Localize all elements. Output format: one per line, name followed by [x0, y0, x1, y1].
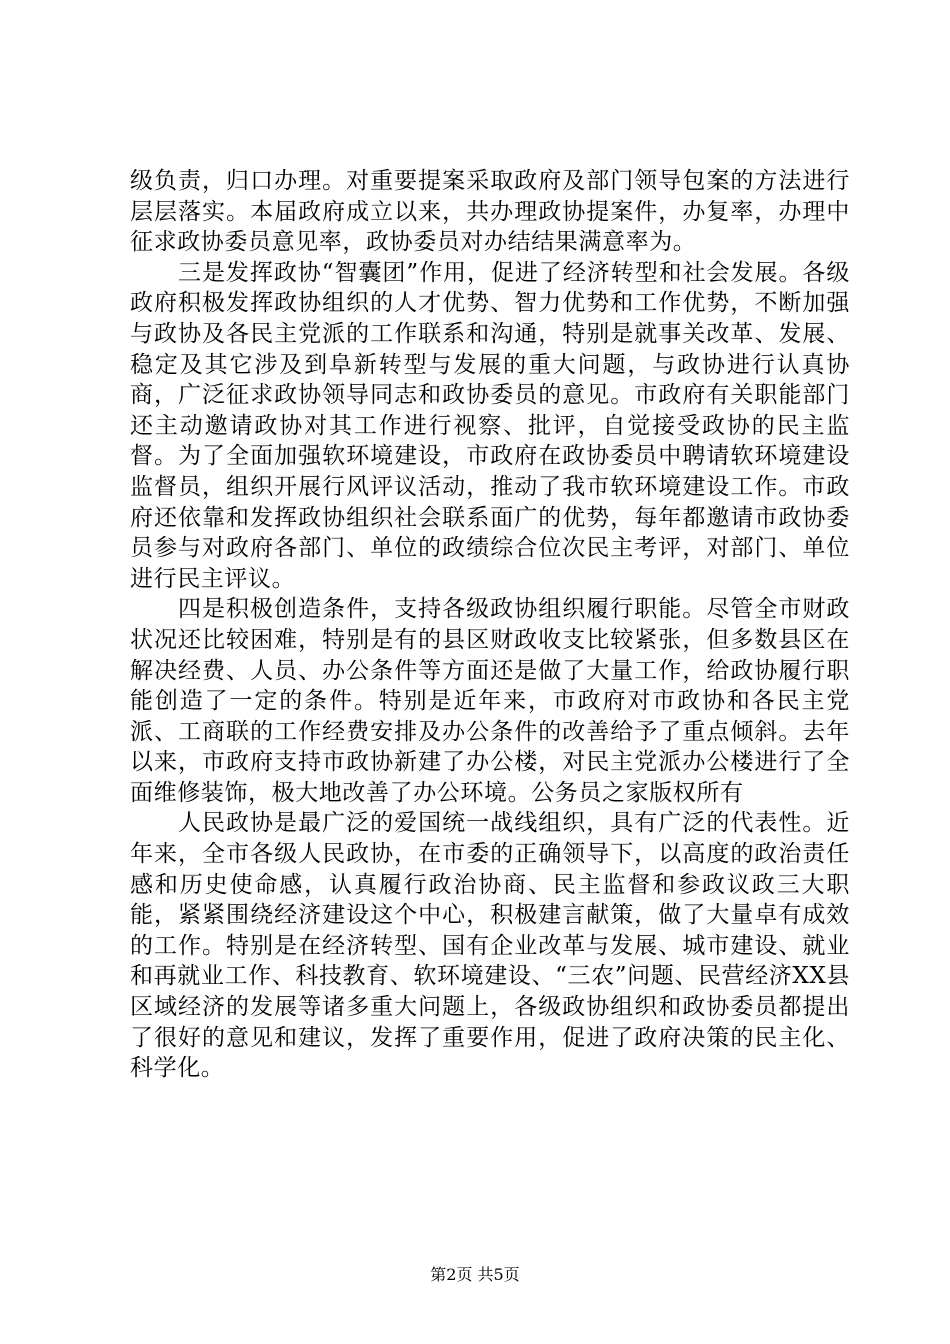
paragraph-peoples-cppcc: 人民政协是最广泛的爱国统一战线组织，具有广泛的代表性。近年来，全市各级人民政协，在市委的正确领导下，以高度的政治责任感和历史使命感，认真履行政治协商、民主监督和参政议政三大职能，紧紧围绕经济建设这个中心，积极建言献策，做了大量卓有成效的工作。特别是在经济转型、国有企业改革与发展、城市建设、就业和再就业工作、科技教育、软环境建设、“三农”问题、民营经济XX县区域经济的发展等诸多重大问题上，各级政协组织和政协委员都提出了很好的意见和建议，发挥了重要作用，促进了政府决策的民主化、科学化。: [130, 810, 850, 1082]
paragraph-support-conditions: 四是积极创造条件，支持各级政协组织履行职能。尽管全市财政状况还比较困难，特别是有的县区财政收支比较紧张，但多数县区在解决经费、人员、办公条件等方面还是做了大量工作，给政协履行职能创造了一定的条件。特别是近年来，市政府对市政协和各民主党派、工商联的工作经费安排及办公条件的改善给予了重点倾斜。去年以来，市政府支持市政协新建了办公楼，对民主党派办公楼进行了全面维修装饰，极大地改善了办公环境。公务员之家版权所有: [130, 596, 850, 806]
document-body: [130, 166, 850, 1084]
page-number-footer: 第2页 共5页: [430, 1265, 520, 1284]
paragraph-think-tank: 三是发挥政协“智囊团”作用，促进了经济转型和社会发展。各级政府积极发挥政协组织的人才优势、智力优势和工作优势，不断加强与政协及各民主党派的工作联系和沟通，特别是就事关改革、发展、稳定及其它涉及到阜新转型与发展的重大问题，与政协进行认真协商，广泛征求政协领导同志和政协委员的意见。市政府有关职能部门还主动邀请政协对其工作进行视察、批评，自觉接受政协的民主监督。为了全面加强软环境建设，市政府在政协委员中聘请软环境建设监督员，组织开展行风评议活动，推动了我市软环境建设工作。市政府还依靠和发挥政协组织社会联系面广的优势，每年都邀请市政协委员参与对政府各部门、单位的政绩综合位次民主考评，对部门、单位进行民主评议。: [130, 259, 850, 592]
paragraph-continuation: 级负责，归口办理。对重要提案采取政府及部门领导包案的方法进行层层落实。本届政府成立以来，共办理政协提案件，办复率，办理中征求政协委员意见率，政协委员对办结结果满意率为。: [130, 168, 850, 256]
